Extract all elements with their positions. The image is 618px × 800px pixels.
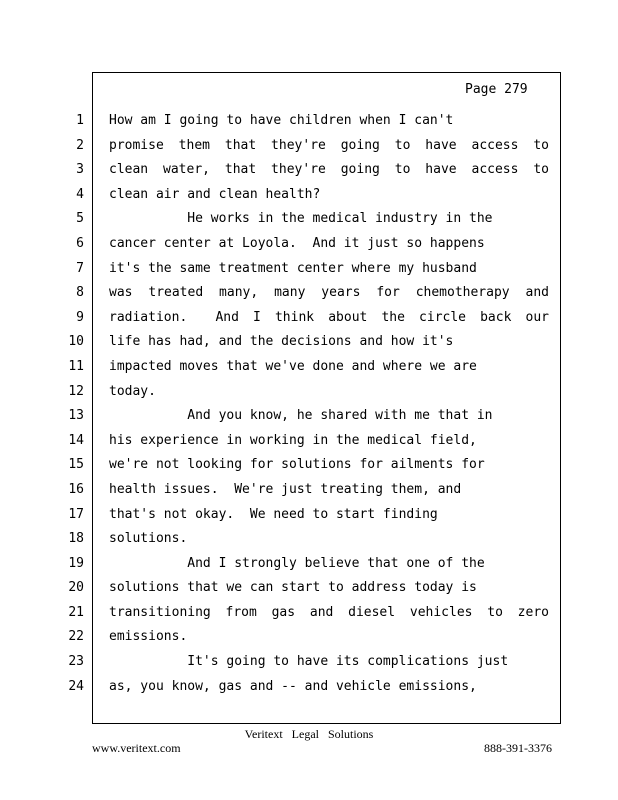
transcript-line: cancer center at Loyola. And it just so happens <box>109 235 485 251</box>
transcript-line: we're not looking for solutions for ailments for <box>109 457 485 473</box>
transcript-line: that's not okay. We need to start finding <box>109 506 438 522</box>
line-number: 6 <box>76 235 84 251</box>
transcript-line: How am I going to have children when I can't <box>109 113 454 128</box>
line-number: 22 <box>68 629 84 645</box>
transcript-line: transitioning from gas and diesel vehicles to zero <box>109 604 549 620</box>
line-number: 3 <box>76 162 84 178</box>
transcript-line: promise them that they're going to have access to <box>109 137 549 153</box>
transcript-line: solutions. <box>109 531 188 547</box>
transcript-body <box>109 109 549 699</box>
line-number: 21 <box>68 604 84 620</box>
line-number: 18 <box>68 531 84 547</box>
transcript-line: And I strongly believe that one of the <box>109 555 485 571</box>
line-number: 15 <box>68 457 84 473</box>
transcript-line: He works in the medical industry in the <box>109 211 493 227</box>
transcript-line: life has had, and the decisions and how it's <box>109 334 454 350</box>
transcript-line: It's going to have its complications just <box>109 654 509 670</box>
transcript-line: And you know, he shared with me that in <box>109 408 493 424</box>
transcript-line: clean air and clean health? <box>109 186 321 202</box>
transcript-line: as, you know, gas and -- and vehicle emissions, <box>109 678 477 694</box>
line-number: 13 <box>68 408 84 424</box>
line-number: 11 <box>68 358 84 374</box>
transcript-line: solutions that we can start to address today is <box>109 580 477 596</box>
footer-website: www.veritext.com <box>92 741 181 755</box>
transcript-line: today. <box>109 383 156 399</box>
transcript-line: radiation. And I think about the circle back our <box>109 309 549 325</box>
transcript-line: emissions. <box>109 629 188 645</box>
line-number: 20 <box>68 580 84 596</box>
line-number: 12 <box>68 383 84 399</box>
line-number: 23 <box>68 654 84 670</box>
line-number: 24 <box>68 678 84 694</box>
transcript-line: health issues. We're just treating them, and <box>109 481 462 497</box>
line-number: 5 <box>76 211 84 227</box>
transcript-line: his experience in working in the medical field, <box>109 432 477 448</box>
line-number: 1 <box>76 113 84 128</box>
line-number: 4 <box>76 186 84 202</box>
line-number: 9 <box>76 309 84 325</box>
footer-phone: 888-391-3376 <box>484 741 552 755</box>
line-number: 16 <box>68 481 84 497</box>
line-number: 7 <box>76 260 84 276</box>
line-number: 19 <box>68 555 84 571</box>
line-number: 8 <box>76 285 84 301</box>
footer-company: Veritext Legal Solutions <box>244 727 374 741</box>
line-number: 17 <box>68 506 84 522</box>
transcript-line: impacted moves that we've done and where we are <box>109 358 477 374</box>
line-number: 14 <box>68 432 84 448</box>
line-number-column <box>60 109 84 699</box>
line-number: 2 <box>76 137 84 153</box>
line-number: 10 <box>68 334 84 350</box>
transcript-line: clean water, that they're going to have access to <box>109 162 549 178</box>
transcript-line: it's the same treatment center where my husband <box>109 260 477 276</box>
transcript-line: was treated many, many years for chemotherapy and <box>109 285 549 301</box>
page-number: Page 279 <box>465 82 528 97</box>
